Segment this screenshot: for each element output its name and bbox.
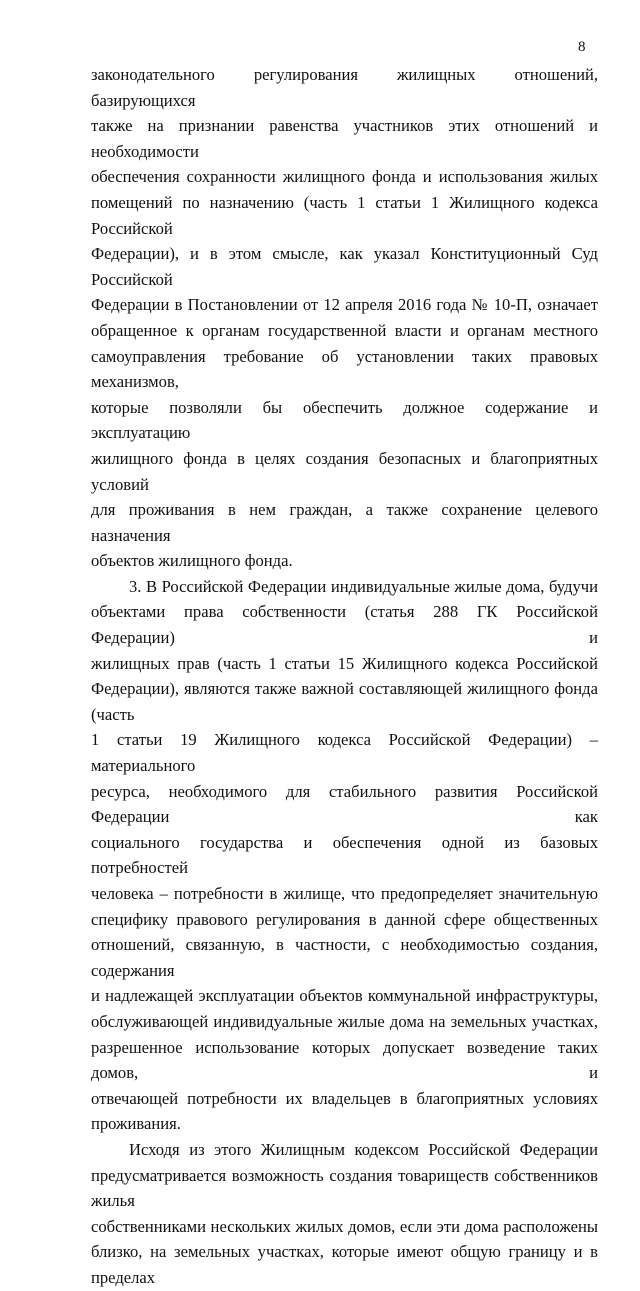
text-line: предусматривается возможность создания товариществ собственников жилья	[91, 1165, 598, 1211]
text-line: и надлежащей эксплуатации объектов коммунальной инфраструктуры,	[91, 986, 598, 1006]
text-line: объектами права собственности (статья 288 ГК Российской Федерации) и	[91, 602, 598, 648]
text-line: собственниками нескольких жилых домов, если эти дома расположены	[91, 1216, 598, 1236]
text-line: человека – потребности в жилище, что предопределяет значительную	[91, 884, 598, 903]
text-line: которые позволяли бы обеспечить должное содержание и эксплуатацию	[91, 397, 598, 443]
text-line: Исходя из этого Жилищным кодексом Российской Федерации	[129, 1139, 598, 1159]
text-line: разрешенное использование которых допускает возведение таких домов, и	[91, 1037, 598, 1083]
text-line: 1 статьи 19 Жилищного кодекса Российской Федерации) – материального	[91, 730, 598, 776]
text-line: отвечающей потребности их владельцев в благоприятных условиях	[91, 1088, 598, 1108]
text-line: Федерации), и в этом смысле, как указал Конституционный Суд Российской	[91, 244, 598, 289]
text-line: Федерации в Постановлении от 12 апреля 2016 года № 10-П, означает	[91, 295, 598, 315]
text-line: законодательного регулирования жилищных отношений, базирующихся	[91, 65, 598, 110]
text-line: также на признании равенства участников этих отношений и необходимости	[91, 116, 598, 161]
text-line: помещений по назначению (часть 1 статьи 1 Жилищного кодекса Российской	[91, 192, 598, 238]
text-line: специфику правового регулирования в данной сфере общественных	[91, 909, 598, 929]
paragraph-1	[91, 62, 598, 574]
text-line: социального государства и обеспечения одной из базовых потребностей	[91, 832, 598, 878]
text-line: обслуживающей индивидуальные жилые дома на земельных участках,	[91, 1011, 598, 1031]
paragraph-2	[91, 574, 598, 1137]
text-line: для проживания в нем граждан, а также сохранение целевого назначения	[91, 500, 598, 545]
text-line: 3. В Российской Федерации индивидуальные жилые дома, будучи	[129, 576, 598, 596]
text-line: ресурса, необходимого для стабильного развития Российской Федерации как	[91, 781, 598, 827]
text-line: проживания.	[91, 1114, 181, 1134]
paragraph-3	[91, 1137, 598, 1291]
text-line: обеспечения сохранности жилищного фонда и использования жилых	[91, 167, 598, 187]
text-line: объектов жилищного фонда.	[91, 551, 293, 571]
text-line: жилищных прав (часть 1 статьи 15 Жилищного кодекса Российской	[91, 653, 598, 673]
text-line: обращенное к органам государственной власти и органам местного	[91, 320, 598, 340]
text-line: близко, на земельных участках, которые имеют общую границу и в пределах	[91, 1242, 598, 1287]
body-text	[91, 62, 598, 1291]
text-line: самоуправления требование об установлении таких правовых механизмов,	[91, 346, 598, 392]
text-line: Федерации), являются также важной составляющей жилищного фонда (часть	[91, 679, 598, 724]
page-number: 8	[578, 39, 586, 55]
text-line: отношений, связанную, в частности, с необходимостью создания, содержания	[91, 935, 598, 980]
text-line: жилищного фонда в целях создания безопасных и благоприятных условий	[91, 448, 598, 494]
